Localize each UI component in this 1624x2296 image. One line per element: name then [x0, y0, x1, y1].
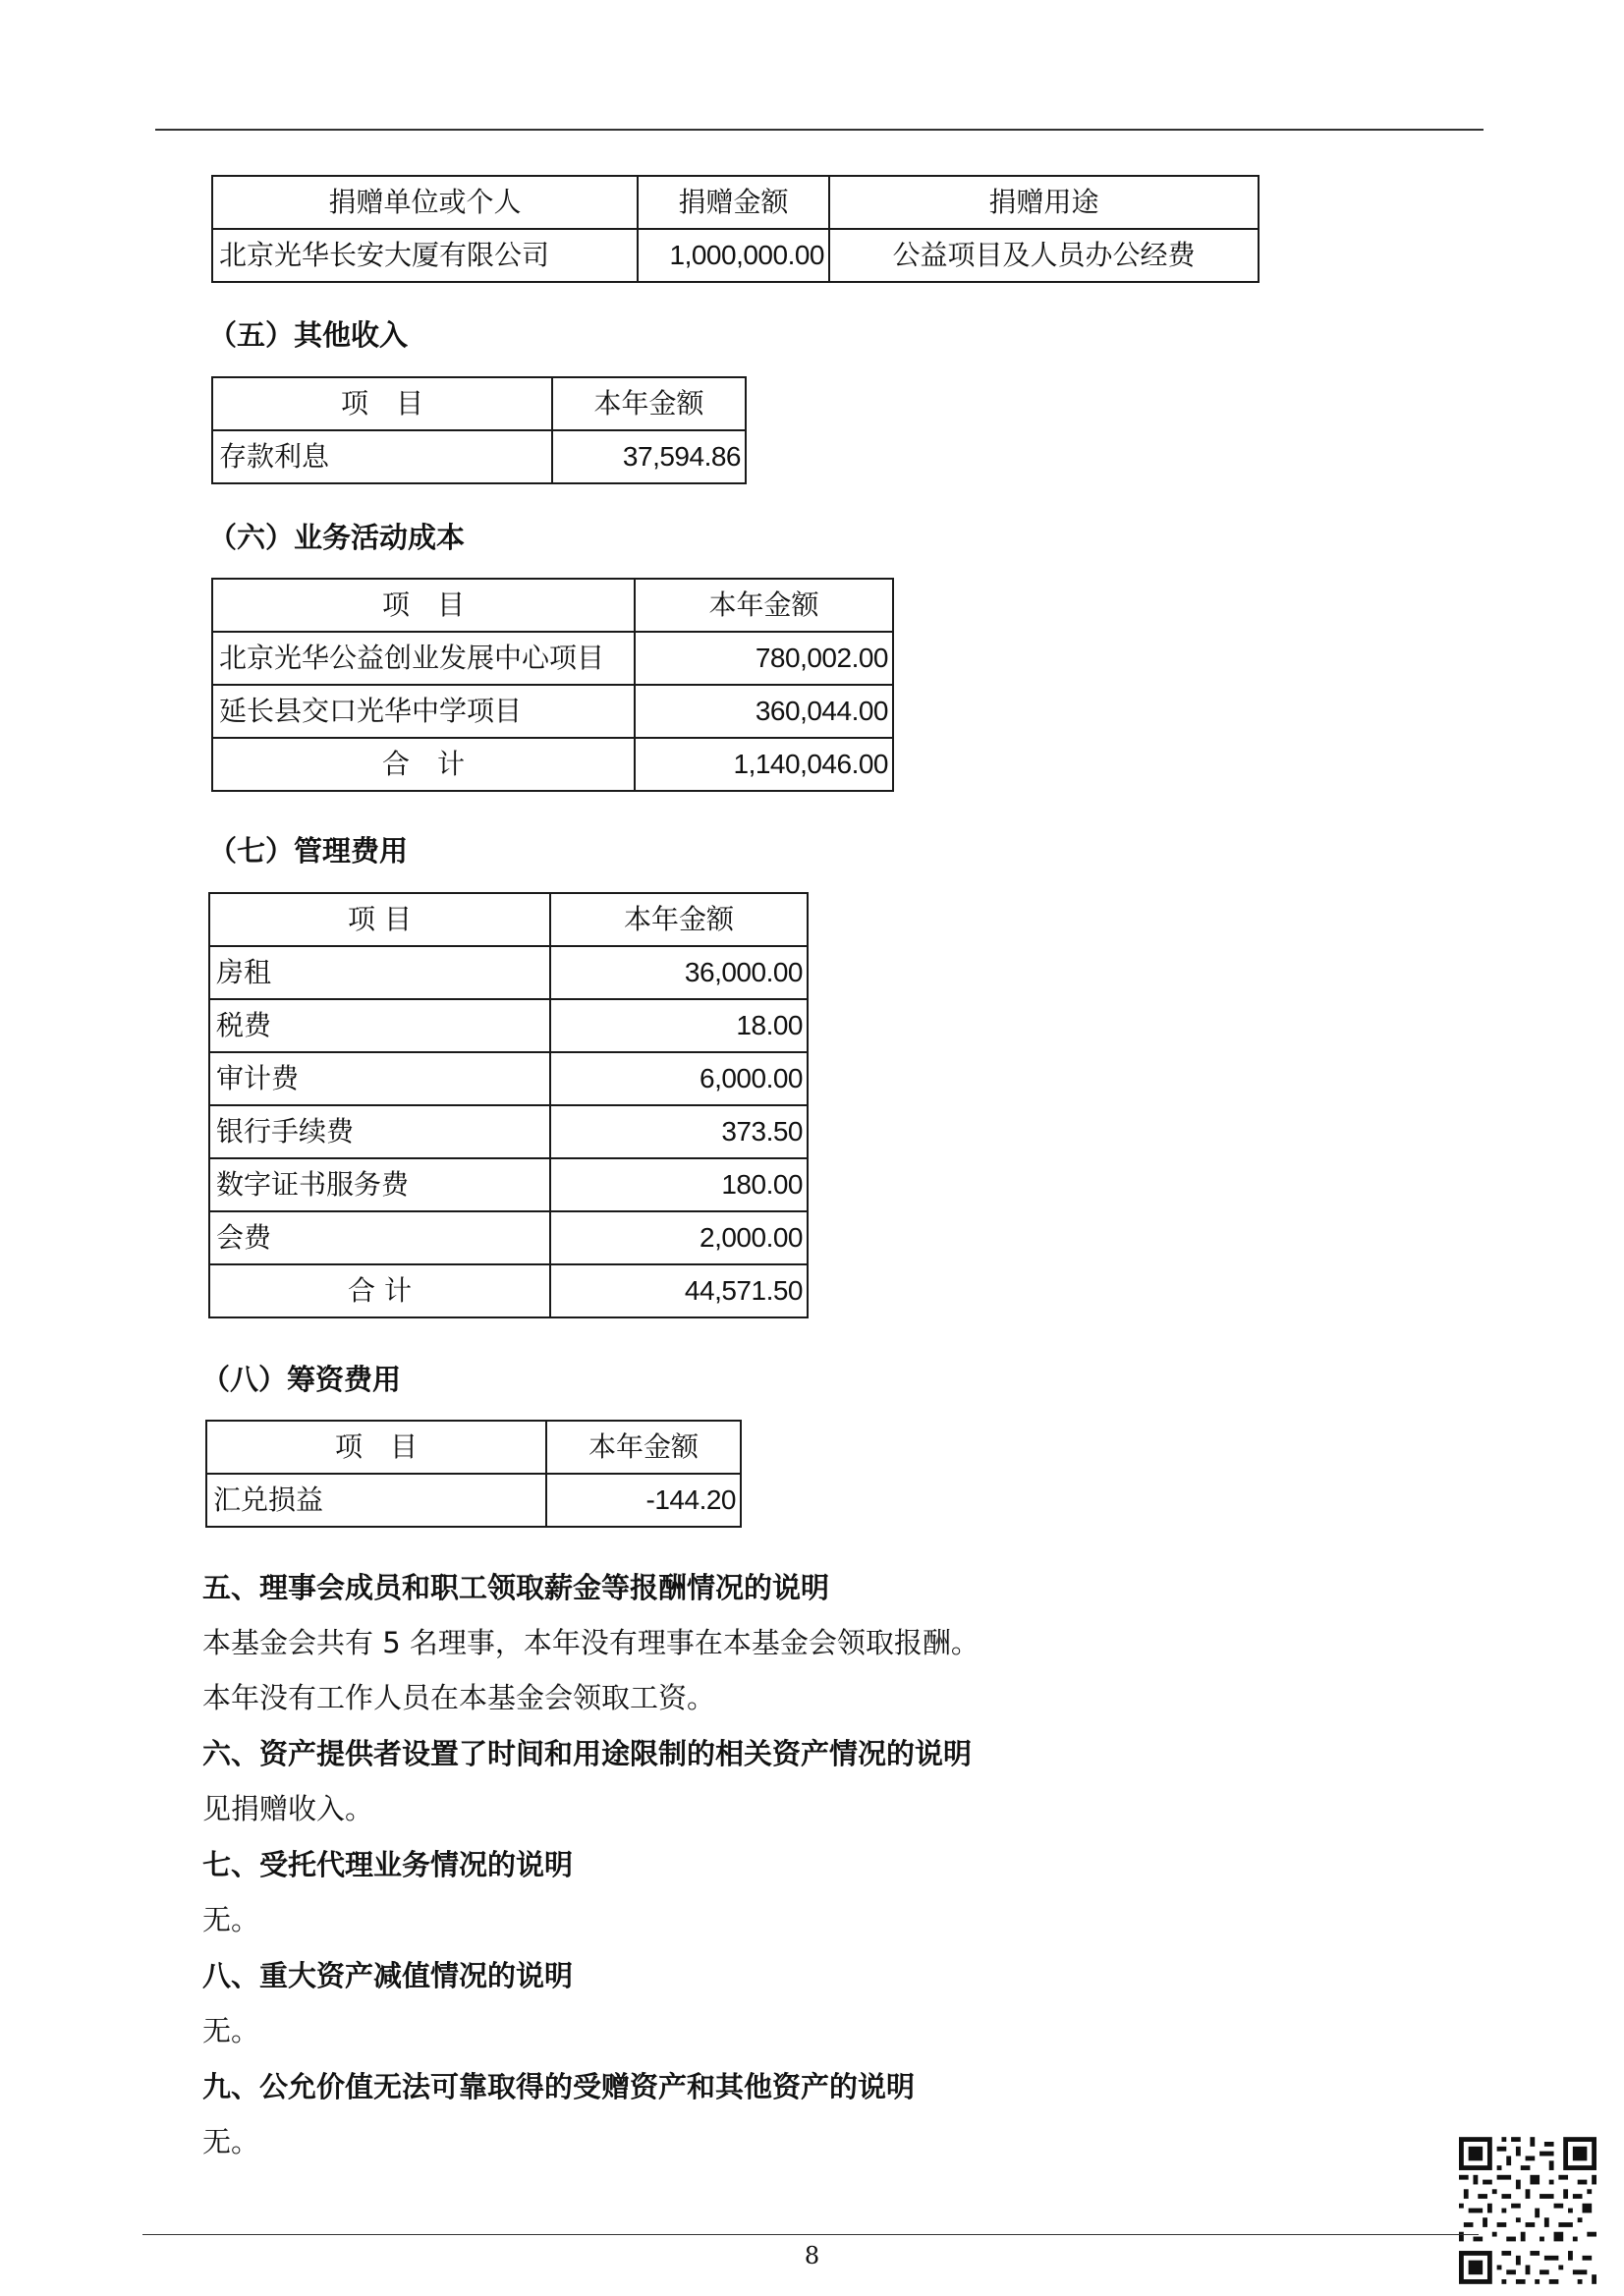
- table-row: [209, 946, 808, 999]
- table-row: [209, 1158, 808, 1211]
- note-text: 无。: [202, 2125, 260, 2158]
- table-row: [209, 999, 808, 1052]
- footer-rule: [142, 2234, 1479, 2235]
- note-text: 本年没有工作人员在本基金会领取工资。: [202, 1681, 716, 1714]
- management-expense-table: [208, 892, 809, 1318]
- note-title: 七、受托代理业务情况的说明: [202, 1848, 574, 1881]
- amount-cell: 18.00: [550, 999, 808, 1052]
- table-row: [206, 1474, 741, 1527]
- note-text: 无。: [202, 1903, 260, 1936]
- total-label: 合 计: [212, 738, 635, 791]
- column-header: 本年金额: [546, 1421, 741, 1474]
- donor-cell: 北京光华长安大厦有限公司: [212, 229, 638, 282]
- column-header: 本年金额: [552, 377, 746, 430]
- item-cell: 审计费: [209, 1052, 550, 1105]
- total-amount: 1,140,046.00: [635, 738, 893, 791]
- table-row: [212, 229, 1259, 282]
- item-cell: 汇兑损益: [206, 1474, 546, 1527]
- item-cell: 存款利息: [212, 430, 552, 483]
- item-cell: 北京光华公益创业发展中心项目: [212, 632, 635, 685]
- column-header: 项 目: [212, 377, 552, 430]
- table-header-row: [212, 176, 1259, 229]
- section-heading: （五）其他收入: [208, 318, 409, 352]
- item-cell: 税费: [209, 999, 550, 1052]
- note-text: 本基金会共有 5 名理事，本年没有理事在本基金会领取报酬。: [202, 1626, 980, 1659]
- section-heading: （七）管理费用: [208, 834, 409, 868]
- column-header: 本年金额: [635, 579, 893, 632]
- section-heading: （六）业务活动成本: [208, 521, 466, 554]
- note-title: 五、理事会成员和职工领取薪金等报酬情况的说明: [202, 1571, 830, 1604]
- item-cell: 银行手续费: [209, 1105, 550, 1158]
- column-header: 捐赠用途: [829, 176, 1259, 229]
- table-header-row: [212, 579, 893, 632]
- item-cell: 延长县交口光华中学项目: [212, 685, 635, 738]
- page-number: 8: [804, 2242, 820, 2269]
- amount-cell: 36,000.00: [550, 946, 808, 999]
- table-row: [212, 430, 746, 483]
- note-text: 无。: [202, 2014, 260, 2047]
- amount-cell: -144.20: [546, 1474, 741, 1527]
- amount-cell: 2,000.00: [550, 1211, 808, 1264]
- column-header: 捐赠单位或个人: [212, 176, 638, 229]
- note-title: 九、公允价值无法可靠取得的受赠资产和其他资产的说明: [202, 2070, 916, 2103]
- amount-cell: 1,000,000.00: [638, 229, 829, 282]
- amount-cell: 6,000.00: [550, 1052, 808, 1105]
- amount-cell: 180.00: [550, 1158, 808, 1211]
- total-amount: 44,571.50: [550, 1264, 808, 1317]
- total-label: 合 计: [209, 1264, 550, 1317]
- donation-table: [211, 175, 1260, 283]
- column-header: 项 目: [212, 579, 635, 632]
- total-row: [212, 738, 893, 791]
- table-row: [212, 685, 893, 738]
- column-header: 项 目: [206, 1421, 546, 1474]
- table-row: [209, 1052, 808, 1105]
- amount-cell: 373.50: [550, 1105, 808, 1158]
- note-title: 八、重大资产减值情况的说明: [202, 1959, 574, 1992]
- table-header-row: [209, 893, 808, 946]
- other-income-table: [211, 376, 747, 484]
- table-row: [209, 1105, 808, 1158]
- note-title: 六、资产提供者设置了时间和用途限制的相关资产情况的说明: [202, 1737, 973, 1770]
- table-row: [209, 1211, 808, 1264]
- amount-cell: 37,594.86: [552, 430, 746, 483]
- table-row: [212, 632, 893, 685]
- amount-cell: 780,002.00: [635, 632, 893, 685]
- amount-cell: 360,044.00: [635, 685, 893, 738]
- header-rule: [155, 129, 1484, 131]
- note-text: 见捐赠收入。: [202, 1792, 374, 1825]
- financing-expense-table: [205, 1420, 742, 1528]
- column-header: 捐赠金额: [638, 176, 829, 229]
- table-header-row: [212, 377, 746, 430]
- purpose-cell: 公益项目及人员办公经费: [829, 229, 1259, 282]
- column-header: 本年金额: [550, 893, 808, 946]
- item-cell: 房租: [209, 946, 550, 999]
- business-cost-table: [211, 578, 894, 792]
- total-row: [209, 1264, 808, 1317]
- section-heading: （八）筹资费用: [201, 1363, 402, 1396]
- table-header-row: [206, 1421, 741, 1474]
- item-cell: 数字证书服务费: [209, 1158, 550, 1211]
- item-cell: 会费: [209, 1211, 550, 1264]
- column-header: 项 目: [209, 893, 550, 946]
